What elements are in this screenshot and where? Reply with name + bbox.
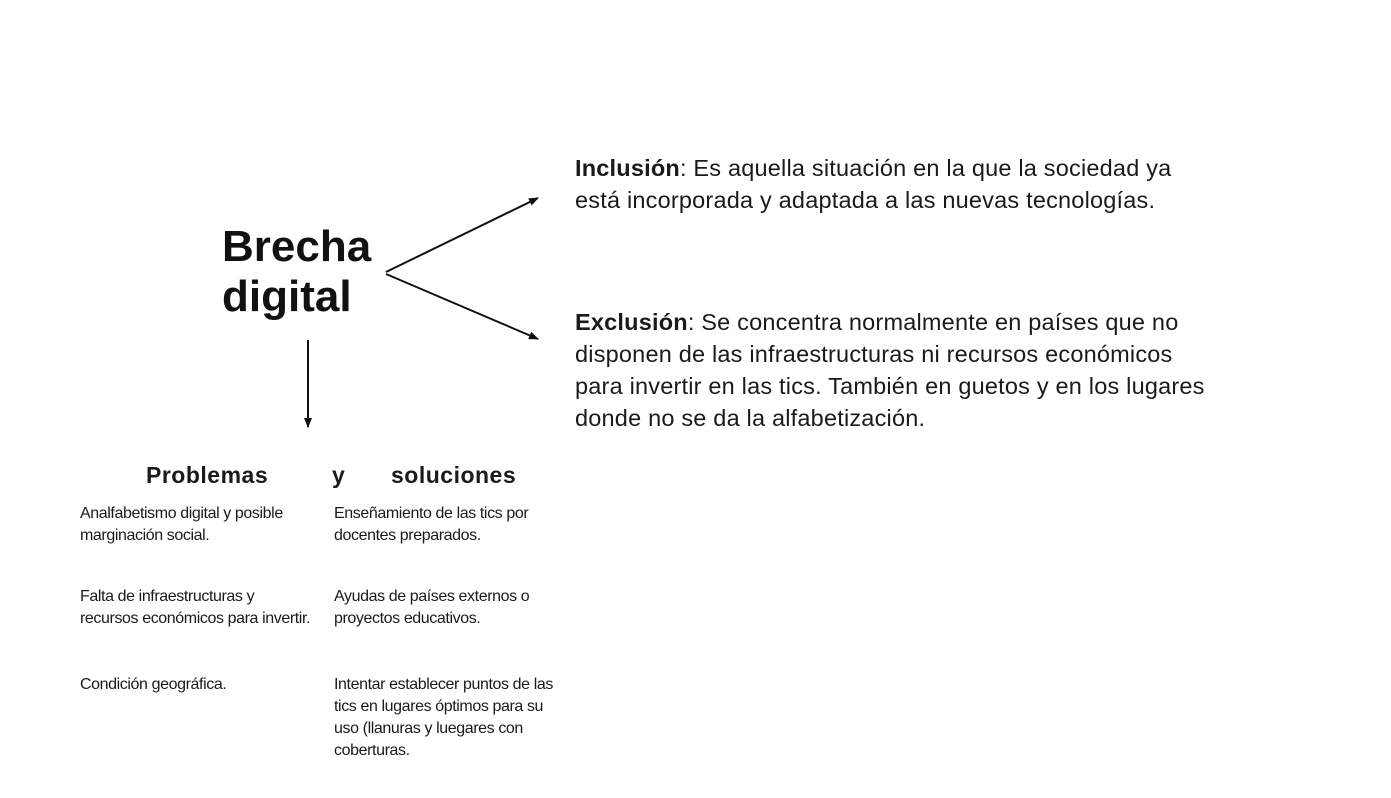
- title-line-2: digital: [222, 272, 352, 321]
- arrow-to-inclusion: [386, 198, 538, 272]
- problema-cell: Falta de infraestructuras y recursos económicos para invertir.: [80, 588, 311, 627]
- arrow-to-exclusion: [386, 274, 538, 339]
- exclusion-text: : Se concentra normalmente en países que no disponen de las infraestructuras ni recursos económicos para invertir en las tics. También en guetos y en los lugares donde no se da la alfabetización.: [575, 309, 1205, 431]
- problema-cell: Condición geográfica.: [80, 676, 227, 693]
- exclusion-term: Exclusión: [575, 309, 688, 335]
- header-problemas: Problemas: [146, 462, 269, 488]
- header-soluciones: soluciones: [391, 462, 517, 488]
- solucion-cell: Ayudas de países externos o proyectos educativos.: [334, 588, 530, 627]
- inclusion-definition: [575, 152, 1215, 216]
- title-line-1: Brecha: [222, 222, 372, 271]
- solucion-cell: Intentar establecer puntos de las tics en lugares óptimos para su uso (llanuras y luegares con coberturas.: [334, 676, 553, 759]
- inclusion-term: Inclusión: [575, 155, 680, 181]
- exclusion-definition: [575, 306, 1215, 434]
- inclusion-text: : Es aquella situación en la que la sociedad ya está incorporada y adaptada a las nuevas tecnologías.: [575, 155, 1172, 213]
- problema-cell: Analfabetismo digital y posible marginación social.: [80, 505, 283, 544]
- header-y: y: [332, 462, 346, 488]
- solucion-cell: Enseñamiento de las tics por docentes preparados.: [334, 505, 529, 544]
